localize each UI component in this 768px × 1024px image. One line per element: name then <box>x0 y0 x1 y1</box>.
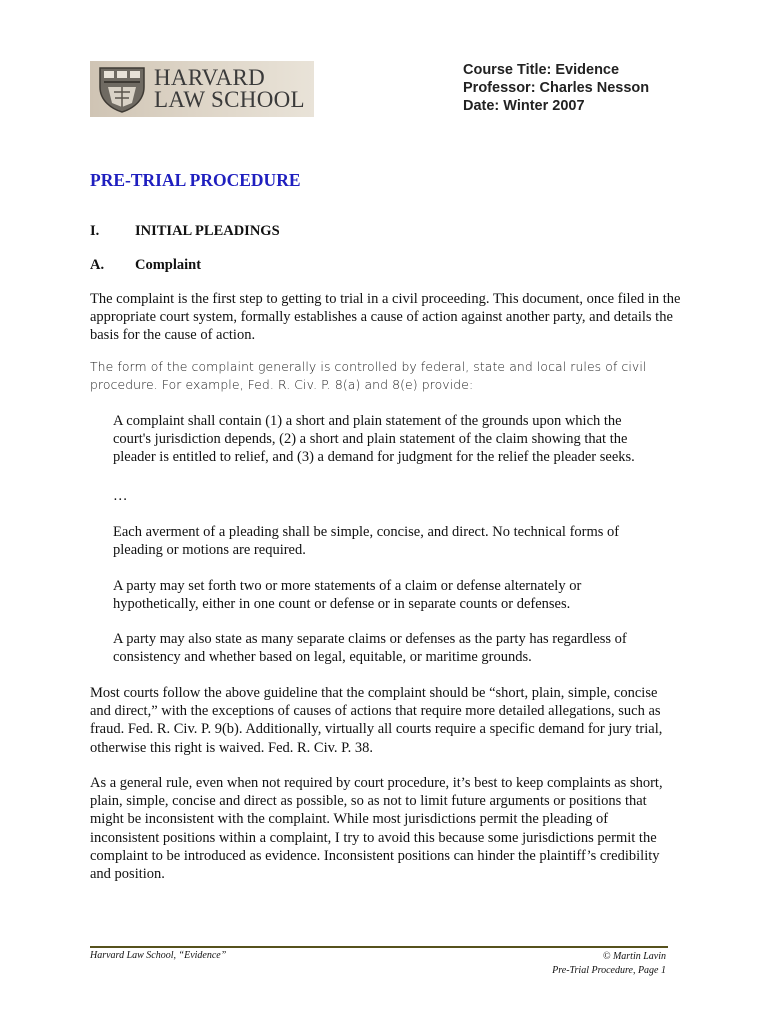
document-title: PRE-TRIAL PROCEDURE <box>90 170 301 190</box>
footer-right <box>552 950 666 978</box>
footer-course: Harvard Law School, “Evidence” <box>90 950 227 961</box>
paragraph: Most courts follow the above guideline that the complaint should be “short, plain, simple, concise and direct,” with the exceptions of causes of actions that require more detailed allegations, such as fraud. Fed. R. Civ. P. 9(b). Additionally, virtually all courts require a specific demand for jury trial, otherwise this right is waived. Fed. R. Civ. P. 38. <box>90 685 663 756</box>
course-title: Course Title: Evidence <box>463 62 620 78</box>
logo-text-harvard: HARVARD <box>154 65 266 90</box>
paragraph: The complaint is the first step to getting to trial in a civil proceeding. This document, once filed in the appropriate court system, formally establishes a cause of action against another party, and details the basis for the cause of action. <box>90 291 681 344</box>
shield-icon <box>96 65 148 113</box>
block-quote: A party may set forth two or more statements of a claim or defense alternately or hypothetically, either in one count or defense or in separate counts or defenses. <box>113 578 582 613</box>
footer-author: © Martin Lavin <box>602 951 666 962</box>
block-quote: Each averment of a pleading shall be simple, concise, and direct. No technical forms of pleading or motions are required. <box>113 524 620 559</box>
course-info <box>463 61 649 115</box>
block-quote: A party may also state as many separate claims or defenses as the party has regardless of consistency and whether based on legal, equitable, or maritime grounds. <box>113 631 627 666</box>
section-label: INITIAL PLEADINGS <box>135 223 280 239</box>
course-date: Date: Winter 2007 <box>463 98 585 114</box>
section-number: I. <box>90 223 100 239</box>
subsection-number: A. <box>90 257 105 273</box>
paragraph: As a general rule, even when not required by court procedure, it’s best to keep complaints as short, plain, simple, concise and direct as possible, so as not to limit future arguments or positions that might be inconsistent with the complaint. While most jurisdictions permit the pleading of inconsistent positions within a complaint, I try to avoid this because some jurisdictions permit the complaint to be introduced as evidence. Inconsistent positions can hinder the plaintiff’s credibility and position. <box>90 775 663 883</box>
harvard-law-school-logo <box>90 61 314 117</box>
footer-page: Pre-Trial Procedure, Page 1 <box>552 965 666 976</box>
block-quote-ellipsis: … <box>113 488 128 504</box>
block-quote: A complaint shall contain (1) a short and plain statement of the grounds upon which the court's jurisdiction depends, (2) a short and plain statement of the claim showing that the pleader is entitled to relief, and (3) a demand for judgment for the relief the pleader seeks. <box>113 413 635 466</box>
subsection-label: Complaint <box>135 257 202 273</box>
paragraph: The form of the complaint generally is controlled by federal, state and local rules of civil procedure. For example, Fed. R. Civ. P. 8(a) and 8(e) provide: <box>90 359 647 393</box>
logo-text-law-school: LAW SCHOOL <box>154 87 305 112</box>
section-heading <box>90 223 280 240</box>
footer-divider <box>90 946 668 948</box>
course-professor: Professor: Charles Nesson <box>463 80 650 96</box>
subsection-heading <box>90 257 201 274</box>
